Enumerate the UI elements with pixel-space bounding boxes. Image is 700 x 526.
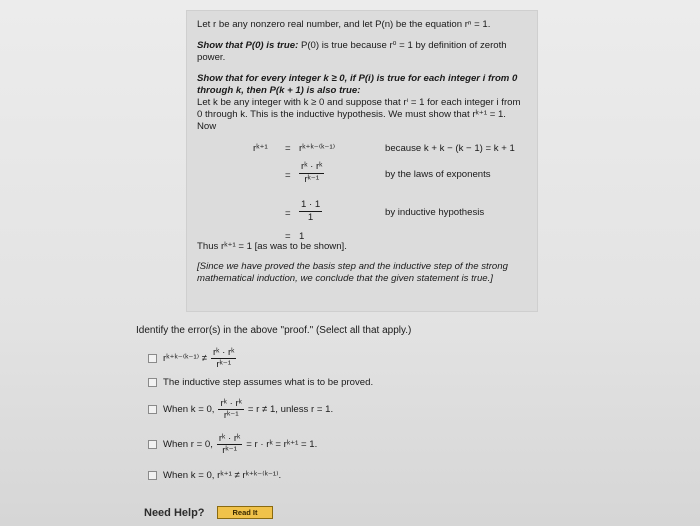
- derivation-row-2: [253, 161, 543, 191]
- option-3-lhs: When k = 0,: [163, 403, 215, 415]
- derivation-row-3: [253, 199, 543, 229]
- option-1-fraction: [211, 347, 236, 370]
- need-help-label: Need Help?: [144, 507, 205, 519]
- row3-fraction: [299, 199, 322, 224]
- option-4-checkbox[interactable]: [148, 440, 157, 449]
- option-2-text: The inductive step assumes what is to be proved.: [163, 376, 374, 388]
- row3-den: 1: [307, 212, 314, 223]
- inductive-text: Let k be any integer with k ≥ 0 and suppose that rⁱ = 1 for each integer i from 0 through k. This is the inductive hypothesis. We must show that rᵏ⁺¹ = 1. Now: [197, 97, 521, 132]
- row2-fraction: [299, 161, 324, 186]
- option-5-checkbox[interactable]: [148, 471, 157, 480]
- option-2[interactable]: [148, 374, 373, 390]
- read-it-button[interactable]: Read It: [217, 506, 273, 519]
- option-4-lhs: When r = 0,: [163, 438, 213, 450]
- row3-equals: =: [285, 208, 291, 219]
- option-3-fraction: [218, 398, 243, 421]
- row1-equals: =: [285, 143, 291, 154]
- row1-rhs: rᵏ⁺ᵏ⁻⁽ᵏ⁻¹⁾: [299, 143, 336, 154]
- option-4[interactable]: [148, 430, 317, 458]
- option-5[interactable]: [148, 467, 281, 483]
- option-4-tail: = r · rᵏ = rᵏ⁺¹ = 1.: [246, 438, 318, 450]
- proof-intro: Let r be any nonzero real number, and let P(n) be the equation rⁿ = 1.: [197, 19, 491, 30]
- row2-num: rᵏ · rᵏ: [301, 161, 323, 172]
- row4-rhs: 1: [299, 231, 305, 242]
- inductive-heading: Show that for every integer k ≥ 0, if P(i) is true for each integer i from 0 through k, then P(k + 1) is also true:: [197, 73, 518, 96]
- option-4-fraction: [217, 433, 242, 456]
- proof-conclusion: Thus rᵏ⁺¹ = 1 [as was to be shown].: [197, 241, 347, 252]
- question-prompt: Identify the error(s) in the above "proof." (Select all that apply.): [136, 325, 412, 336]
- option-4-den: rᵏ⁻¹: [222, 444, 237, 456]
- option-3-den: rᵏ⁻¹: [223, 409, 239, 421]
- row2-den: rᵏ⁻¹: [304, 174, 320, 185]
- option-3-checkbox[interactable]: [148, 405, 157, 414]
- row2-reason: by the laws of exponents: [385, 169, 491, 180]
- option-1-checkbox[interactable]: [148, 354, 157, 363]
- option-4-num: rᵏ · rᵏ: [218, 432, 241, 444]
- row1-reason: because k + k − (k − 1) = k + 1: [385, 143, 515, 154]
- basis-text: P(0) is true because r⁰ = 1 by definition of zeroth power.: [197, 40, 507, 63]
- option-1-den: rᵏ⁻¹: [216, 358, 232, 370]
- proof-summary: [Since we have proved the basis step and the inductive step of the strong mathematical induction, we conclude that the given statement is true.]: [197, 261, 508, 284]
- option-1-lhs: rᵏ⁺ᵏ⁻⁽ᵏ⁻¹⁾ ≠: [163, 352, 207, 364]
- row2-equals: =: [285, 170, 291, 181]
- option-1[interactable]: [148, 344, 236, 372]
- option-3-tail: = r ≠ 1, unless r = 1.: [247, 403, 334, 415]
- proof-panel: [186, 10, 538, 312]
- basis-heading: Show that P(0) is true:: [197, 40, 299, 51]
- row4-equals: =: [285, 231, 291, 242]
- option-5-text: When k = 0, rᵏ⁺¹ ≠ rᵏ⁺ᵏ⁻⁽ᵏ⁻¹⁾.: [163, 469, 282, 481]
- row1-lhs: rᵏ⁺¹: [253, 143, 268, 154]
- row3-reason: by inductive hypothesis: [385, 207, 485, 218]
- option-3-num: rᵏ · rᵏ: [220, 397, 242, 409]
- basis-step: [197, 40, 527, 64]
- option-2-checkbox[interactable]: [148, 378, 157, 387]
- derivation-row-1: [253, 143, 543, 157]
- option-3[interactable]: [148, 395, 333, 423]
- option-1-num: rᵏ · rᵏ: [212, 346, 235, 358]
- row3-num: 1 · 1: [301, 199, 321, 210]
